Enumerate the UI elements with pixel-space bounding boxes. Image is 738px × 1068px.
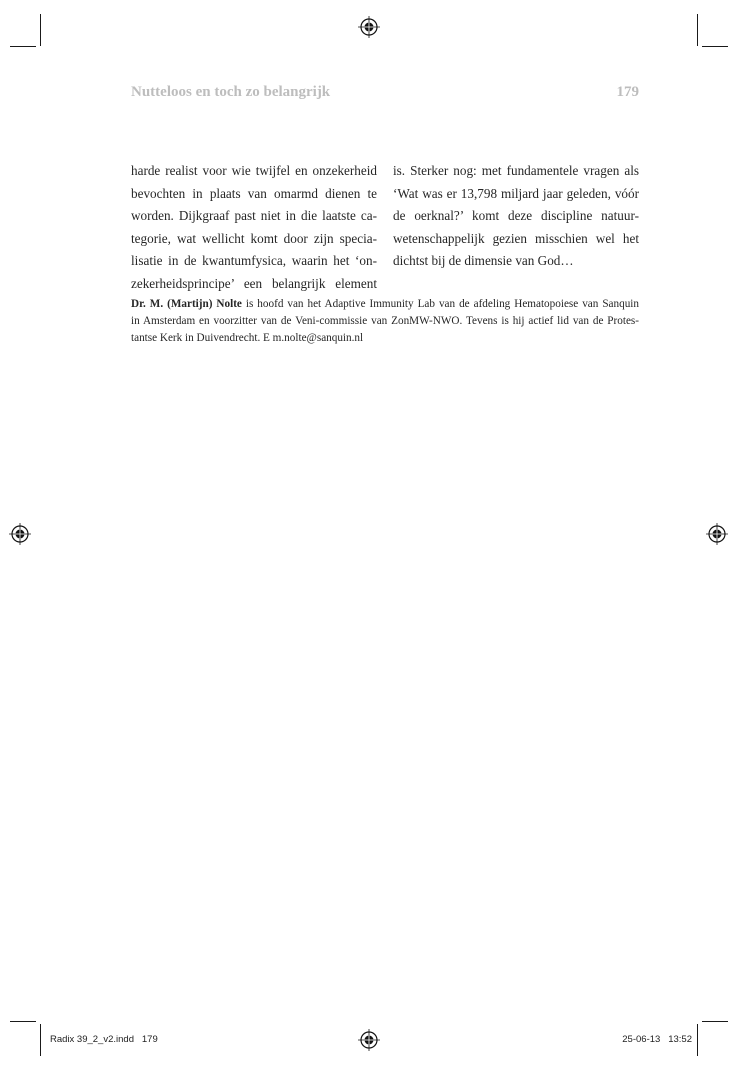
crop-mark xyxy=(702,1021,728,1022)
crop-mark xyxy=(10,1021,36,1022)
registration-mark-icon xyxy=(9,523,31,545)
text-line: de oerknal?’ komt deze discipline natuur- xyxy=(393,208,639,224)
slug-timestamp: 25-06-13 13:52 xyxy=(622,1034,692,1045)
registration-mark-icon xyxy=(358,1029,380,1051)
text-line: worden. Dijkgraaf past niet in die laatste ca- xyxy=(131,208,377,224)
bio-text: is hoofd van het Adaptive Immunity Lab van de afdeling Hematopoiese van Sanquin xyxy=(241,298,639,310)
author-name: Dr. M. (Martijn) Nolte xyxy=(131,298,242,310)
text-line: wetenschappelijk gezien misschien wel het xyxy=(393,230,639,246)
crop-mark xyxy=(40,14,41,46)
text-line: tegorie, wat wellicht komt door zijn specia- xyxy=(131,230,377,246)
text-line: dichtst bij de dimensie van God… xyxy=(393,253,574,269)
crop-mark xyxy=(697,14,698,46)
text-column-left xyxy=(131,160,377,296)
text-line: harde realist voor wie twijfel en onzekerheid xyxy=(131,163,377,178)
bio-line: tantse Kerk in Duivendrecht. E m.nolte@sanquin.nl xyxy=(131,331,364,344)
page-number: 179 xyxy=(616,84,639,100)
running-head-title: Nutteloos en toch zo belangrijk xyxy=(131,84,331,100)
text-line: lisatie in de kwantumfysica, waarin het ‘on- xyxy=(131,253,377,269)
bio-line xyxy=(131,296,639,313)
text-column-right xyxy=(393,160,639,273)
author-bio xyxy=(131,296,639,346)
text-line: is. Sterker nog: met fundamentele vragen als xyxy=(393,163,639,178)
running-head xyxy=(131,84,639,101)
crop-mark xyxy=(702,46,728,47)
registration-mark-icon xyxy=(706,523,728,545)
text-line: zekerheidsprincipe’ een belangrijk element xyxy=(131,275,377,291)
text-line: bevochten in plaats van omarmd dienen te xyxy=(131,185,377,201)
crop-mark xyxy=(10,46,36,47)
registration-mark-icon xyxy=(358,16,380,38)
crop-mark xyxy=(40,1024,41,1056)
text-line: ‘Wat was er 13,798 miljard jaar geleden, vóór xyxy=(393,185,639,201)
bio-line: in Amsterdam en voorzitter van de Veni-commissie van ZonMW-NWO. Tevens is hij actief lid van de Protes- xyxy=(131,314,639,327)
crop-mark xyxy=(697,1024,698,1056)
slug-filename: Radix 39_2_v2.indd 179 xyxy=(50,1034,158,1045)
